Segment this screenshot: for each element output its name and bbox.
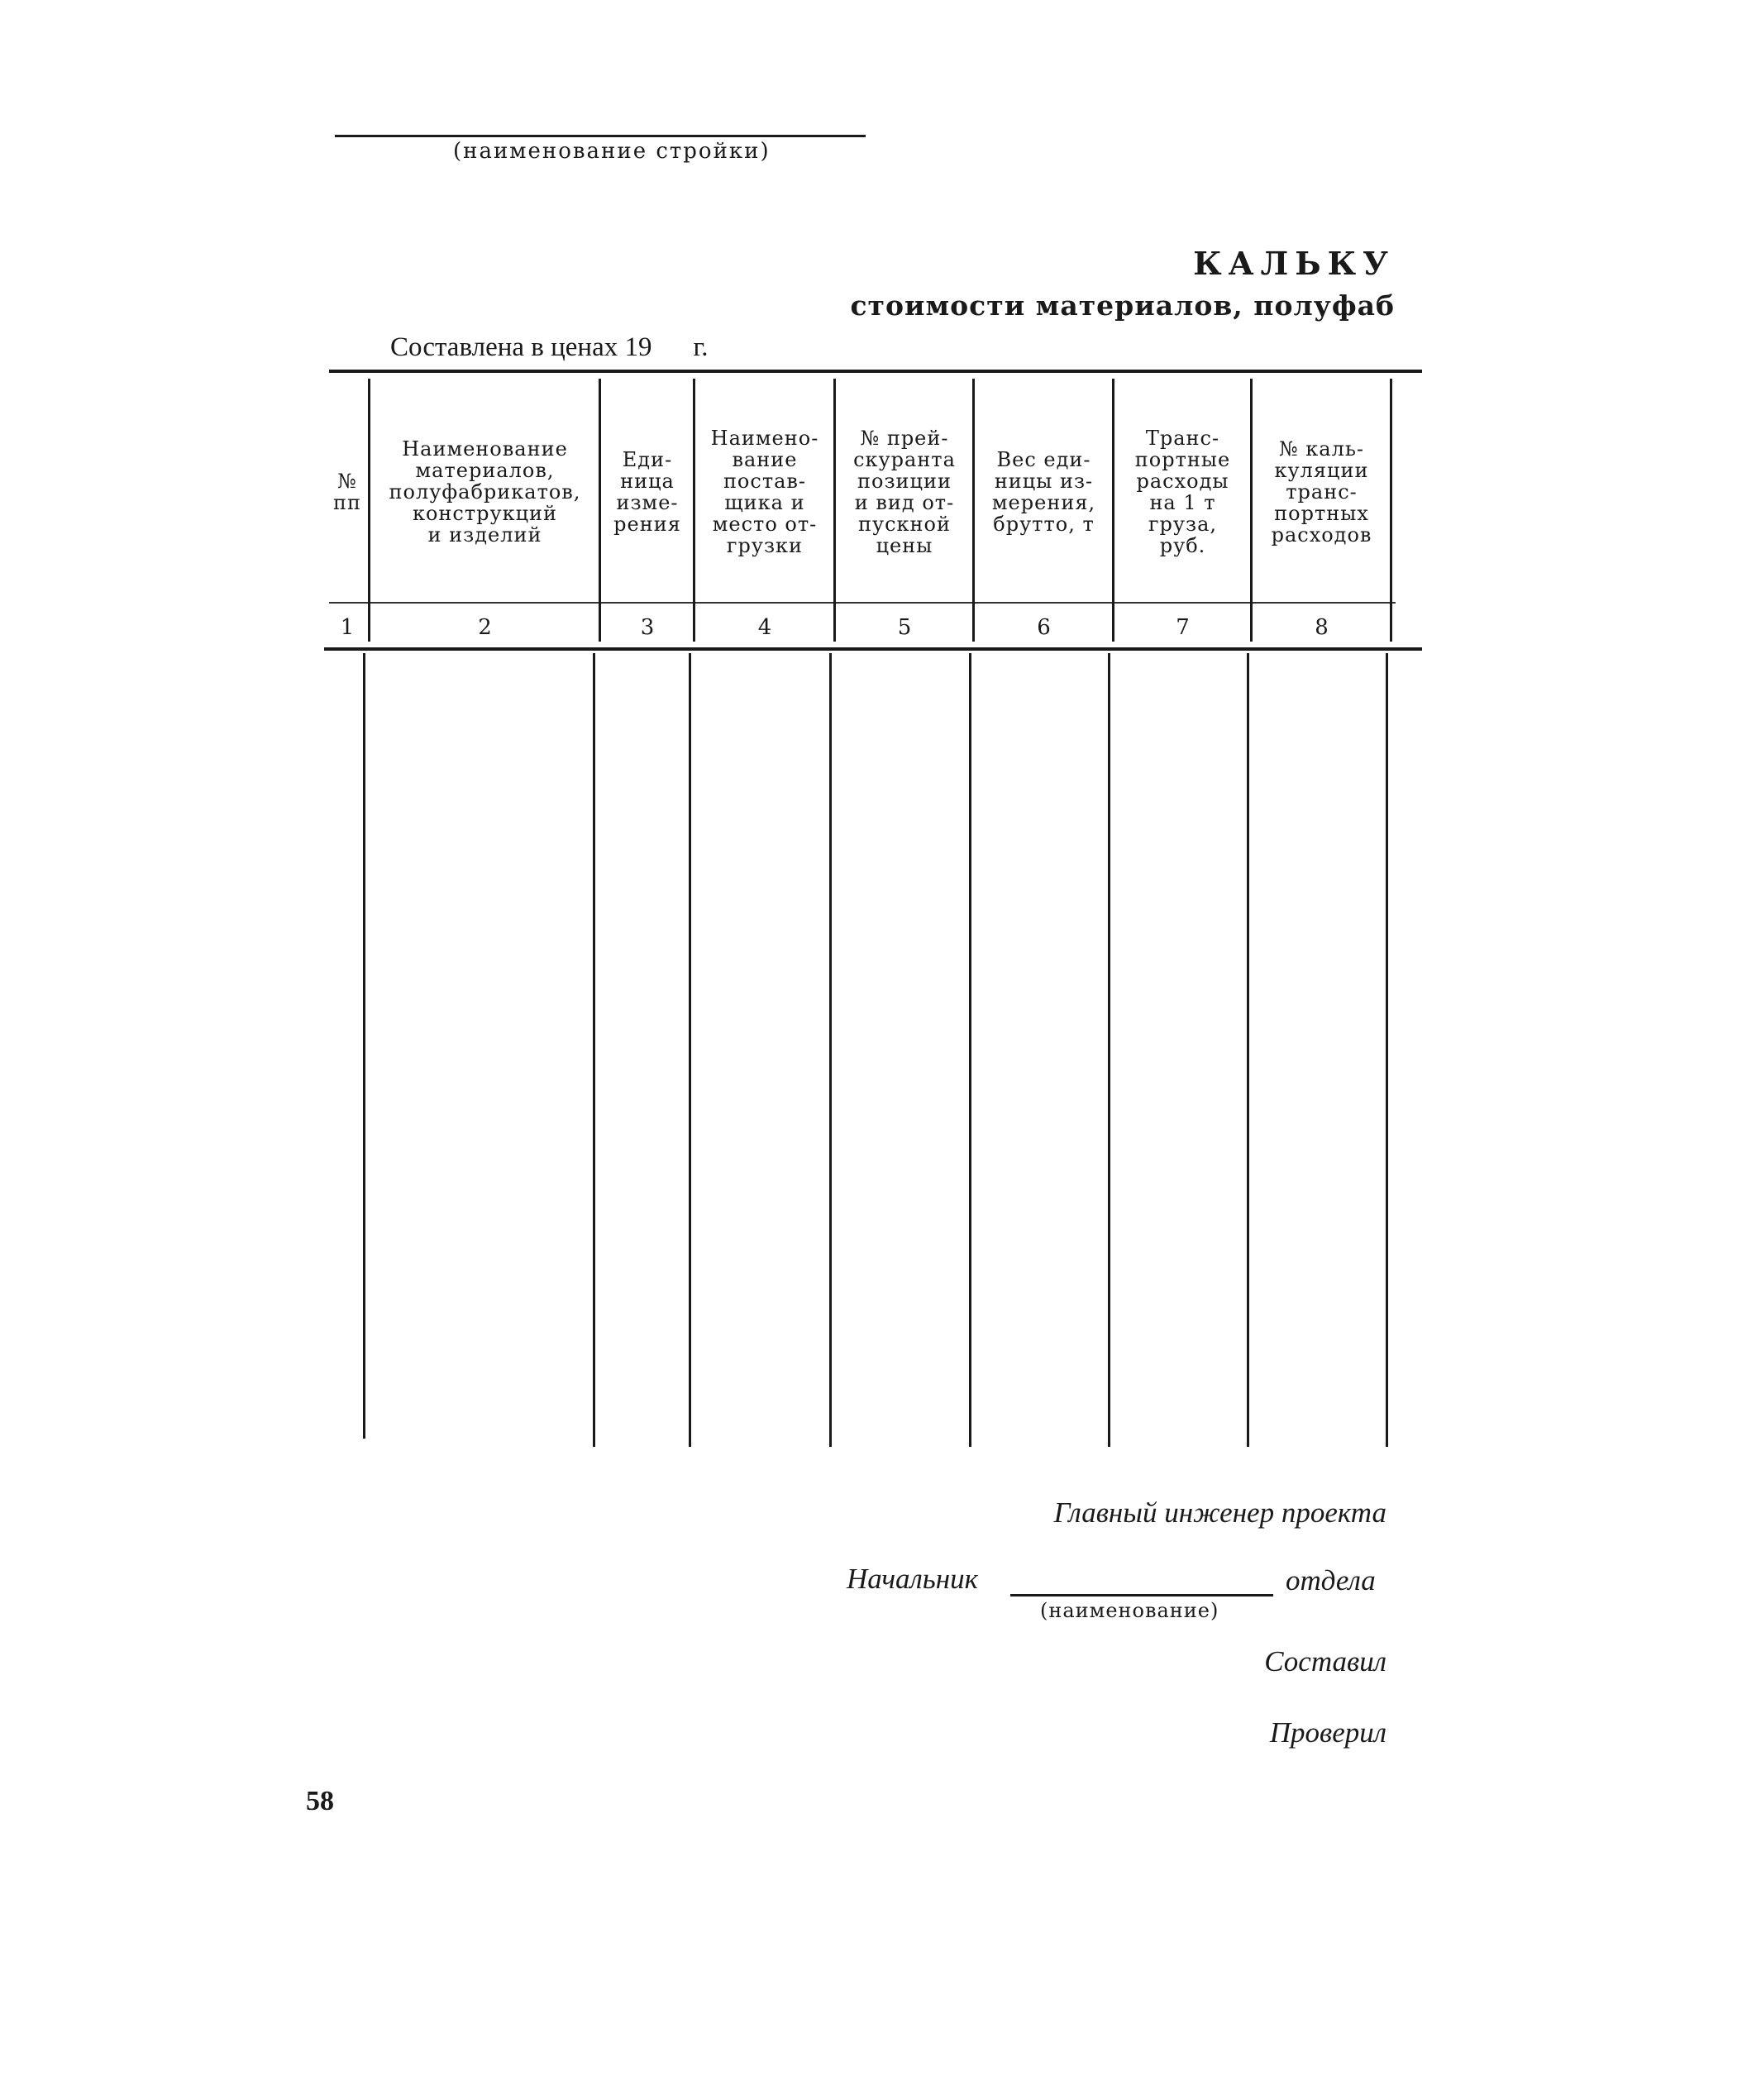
col-number-6: 6: [1037, 615, 1051, 640]
col-header-3: Еди- ница изме- рения: [613, 448, 681, 536]
col-header-2: Наименование материалов, полуфабрикатов, конструкций и изделий: [389, 437, 581, 546]
col-header-4: Наимено- вание постав- щика и место от- грузки: [710, 427, 819, 557]
col-header-7: Транс- портные расходы на 1 т груза, руб.: [1134, 427, 1231, 557]
col-number-4: 4: [757, 615, 772, 640]
head-suffix-label: отдела: [1286, 1564, 1376, 1596]
col-divider-6: [1112, 379, 1114, 642]
department-name-line: [1010, 1594, 1273, 1596]
composed-in-prices: [390, 332, 709, 363]
col-divider-2: [599, 379, 601, 642]
body-divider-6: [1247, 653, 1249, 1447]
body-divider-1: [593, 653, 595, 1447]
col-number-5: 5: [897, 615, 912, 640]
composed-by-label: Составил: [1264, 1645, 1386, 1678]
col-header-1: № пп: [333, 470, 361, 514]
col-header-5: № прей- скуранта позиции и вид от- пускной цены: [853, 427, 956, 557]
header-separator: [329, 602, 1396, 604]
col-divider-1: [368, 379, 370, 642]
composed-suffix: г.: [693, 332, 709, 362]
col-divider-8: [1390, 379, 1392, 642]
col-number-3: 3: [640, 615, 655, 640]
col-header-6: Вес еди- ницы из- мерения, брутто, т: [991, 448, 1096, 536]
col-divider-3: [693, 379, 695, 642]
col-number-1: 1: [340, 615, 355, 640]
col-number-2: 2: [478, 615, 492, 640]
body-divider-5: [1108, 653, 1110, 1447]
department-name-caption: (наименование): [1040, 1599, 1219, 1622]
page-number: 58: [306, 1786, 334, 1816]
col-divider-7: [1250, 379, 1253, 642]
stroika-name-line: [335, 135, 866, 137]
body-divider-3: [829, 653, 832, 1447]
composed-prefix: Составлена в ценах 19: [390, 332, 652, 362]
col-number-7: 7: [1176, 615, 1190, 640]
body-divider-2: [689, 653, 691, 1447]
body-divider-4: [969, 653, 971, 1447]
head-prefix-label: Начальник: [847, 1563, 978, 1595]
body-divider-0: [363, 653, 365, 1439]
number-row-bottom-border: [324, 647, 1422, 651]
col-header-8: № каль- куляции транс- портных расходов: [1271, 437, 1372, 546]
col-divider-5: [972, 379, 975, 642]
col-divider-4: [833, 379, 836, 642]
document-subtitle: стоимости материалов, полуфаб: [850, 289, 1395, 322]
col-number-8: 8: [1315, 615, 1329, 640]
chief-engineer-label: Главный инженер проекта: [1053, 1496, 1386, 1529]
checked-by-label: Проверил: [1269, 1716, 1386, 1749]
table-top-border: [329, 370, 1422, 373]
stroika-caption: (наименование стройки): [453, 139, 771, 164]
document-title: КАЛЬКУ: [1193, 245, 1395, 282]
body-divider-7: [1386, 653, 1388, 1447]
